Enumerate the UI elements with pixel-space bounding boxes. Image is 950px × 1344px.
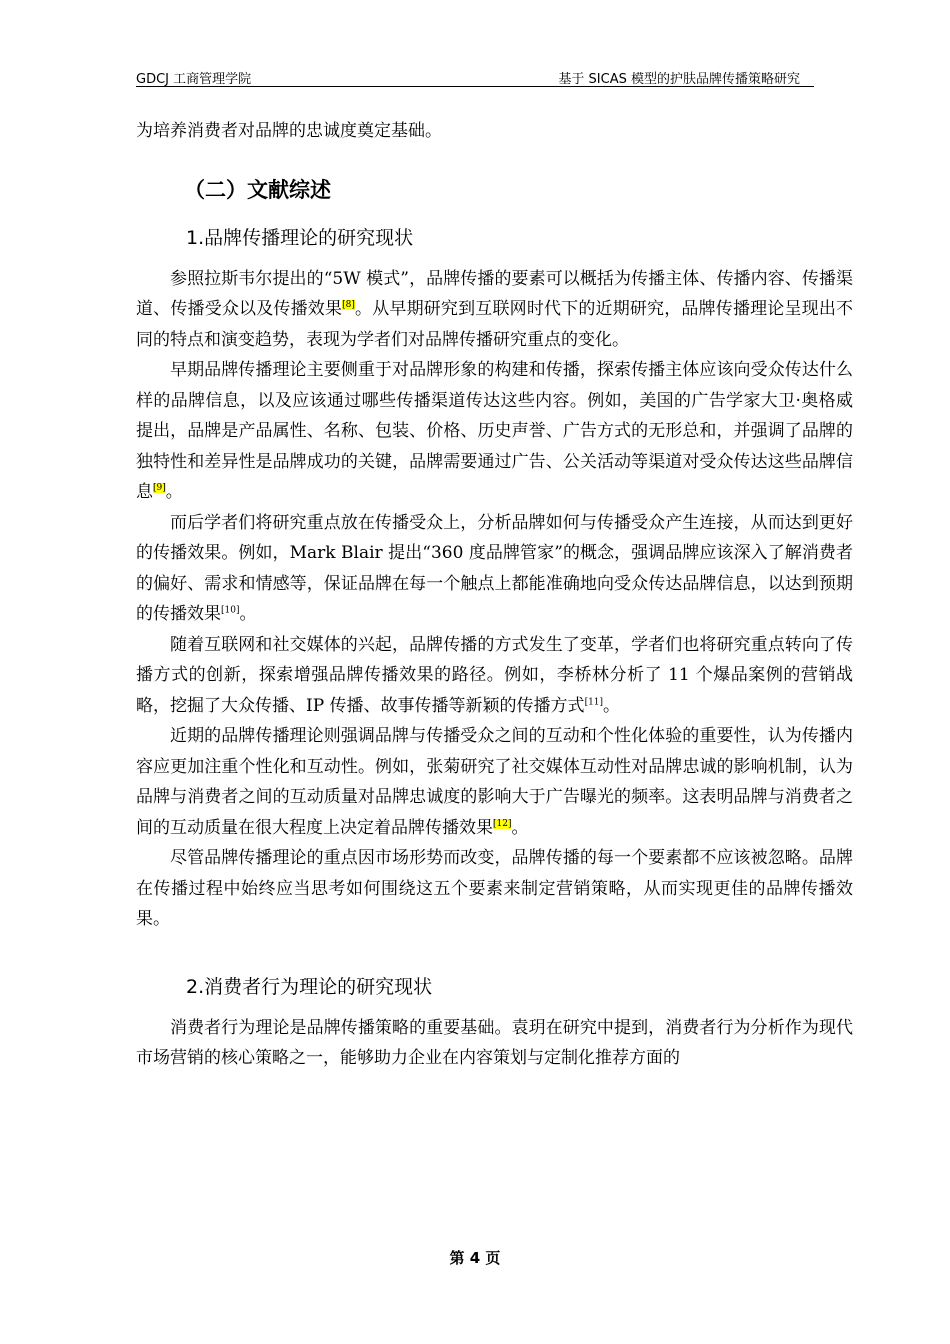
paragraph-text: 。	[239, 604, 257, 624]
citation-ref[interactable]: [11]	[584, 696, 604, 707]
subsection-heading-2: 2.消费者行为理论的研究现状	[186, 975, 433, 998]
paragraph-3	[136, 508, 853, 630]
subsection-heading-1: 1.品牌传播理论的研究现状	[186, 226, 414, 249]
paragraph-text: 。	[603, 695, 621, 716]
paragraph-text: 参照拉斯韦尔提出的“5W 模式”，品牌传播的要素可以概括为传播主体、传播内容、传播渠道、传播受众以及传播效果	[136, 268, 853, 319]
paragraph-text: 。	[165, 482, 183, 502]
header-thesis-title: 基于 SICAS 模型的护肤品牌传播策略研究	[558, 72, 800, 87]
paragraph-text: 随着互联网和社交媒体的兴起，品牌传播的方式发生了变革，学者们也将研究重点转向了传播方式的创新，探索增强品牌传播效果的路径。例如，李桥林分析了 11 个爆品案例的营销战略，挖掘了大众传播、IP 传播、故事传播等新颖的传播方式	[136, 634, 853, 716]
paragraph-text: 早期品牌传播理论主要侧重于对品牌形象的构建和传播，探索传播主体应该向受众传达什么样的品牌信息，以及应该通过哪些传播渠道传达这些内容。例如，美国的广告学家大卫·奥格威提出，品牌是产品属性、名称、包装、价格、历史声誉、广告方式的无形总和，并强调了品牌的独特性和差异性是品牌成功的关键，品牌需要通过广告、公关活动等渠道对受众传达这些品牌信息	[136, 360, 853, 502]
paragraph-text: 近期的品牌传播理论则强调品牌与传播受众之间的互动和个性化体验的重要性，认为传播内容应更加注重个性化和互动性。例如，张菊研究了社交媒体互动性对品牌忠诚的影响机制，认为品牌与消费者之间的互动质量对品牌忠诚度的影响大于广告曝光的频率。这表明品牌与消费者之间的互动质量在很大程度上决定着品牌传播效果	[136, 726, 853, 838]
page-number: 第 4 页	[449, 1249, 501, 1267]
paragraph-1	[136, 264, 853, 356]
page-header	[136, 66, 814, 87]
section-heading: （二）文献综述	[184, 177, 331, 202]
citation-ref[interactable]: [10]	[221, 605, 240, 616]
paragraph-2	[136, 355, 853, 508]
paragraph-5	[136, 721, 853, 843]
paragraph-text: 。从早期研究到互联网时代下的近期研究，品牌传播理论呈现出不同的特点和演变趋势，表现为学者们对品牌传播研究重点的变化。	[136, 299, 854, 350]
citation-ref[interactable]: [9]	[153, 483, 166, 494]
intro-line: 为培养消费者对品牌的忠诚度奠定基础。	[136, 121, 442, 141]
paragraph-text: 而后学者们将研究重点放在传播受众上，分析品牌如何与传播受众产生连接，从而达到更好的传播效果。例如，Mark Blair 提出“360 度品牌管家”的概念，强调品牌应该深入了解消费者的偏好、需求和情感等，保证品牌在每一个触点上都能准确地向受众传达品牌信息，以达到预期的传播效果	[136, 512, 853, 624]
paragraph-4	[136, 630, 853, 722]
paragraph-7: 消费者行为理论是品牌传播策略的重要基础。袁玥在研究中提到，消费者行为分析作为现代市场营销的核心策略之一，能够助力企业在内容策划与定制化推荐方面的	[136, 1017, 853, 1068]
paragraph-text: 。	[511, 817, 529, 838]
paragraph-6: 尽管品牌传播理论的重点因市场形势而改变，品牌传播的每一个要素都不应该被忽略。品牌在传播过程中始终应当思考如何围绕这五个要素来制定营销策略，从而实现更佳的品牌传播效果。	[136, 848, 853, 929]
page-body	[136, 116, 853, 1074]
citation-ref[interactable]: [12]	[493, 818, 512, 829]
header-school: GDCJ 工商管理学院	[136, 72, 252, 87]
citation-ref[interactable]: [8]	[342, 300, 355, 311]
